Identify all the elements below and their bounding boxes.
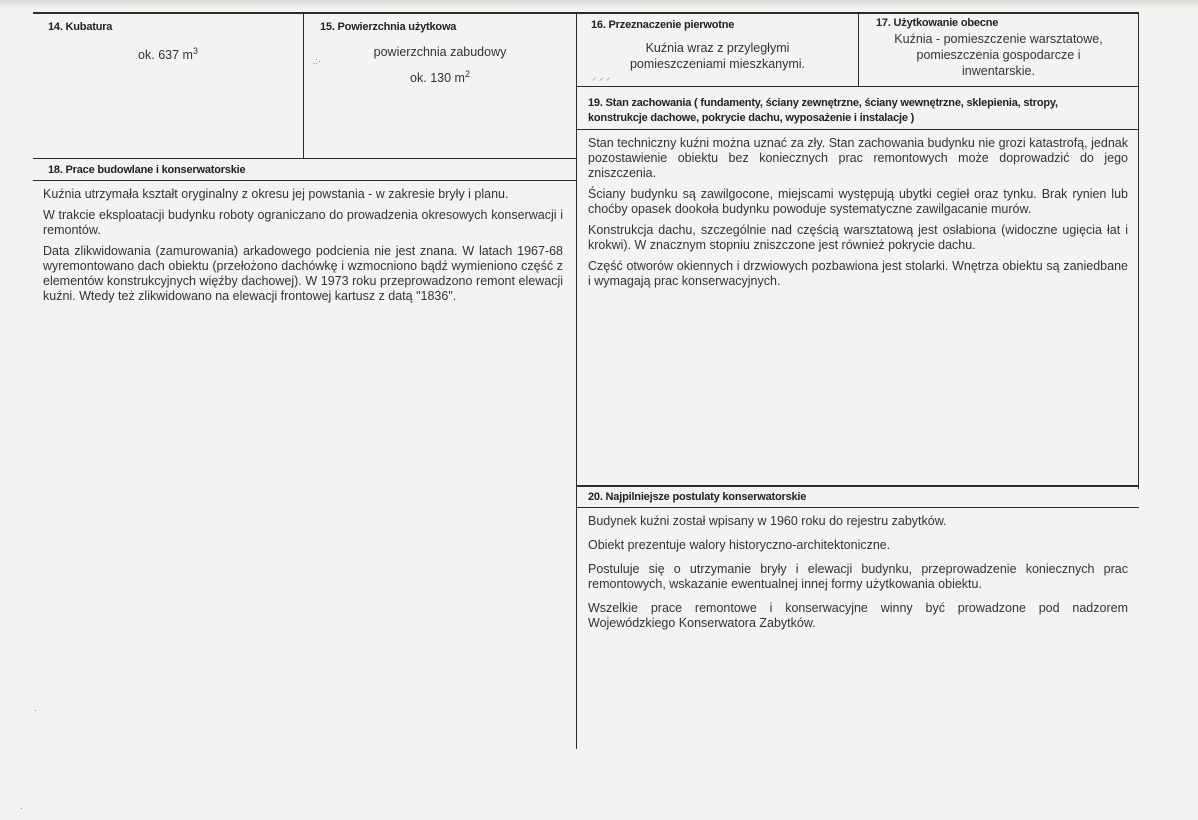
postulaty-title: 20. Najpilniejsze postulaty konserwatorskie — [588, 491, 807, 503]
przeznaczenie-line2: pomieszczeniami mieszkanymi. — [629, 57, 806, 71]
stan-paragraph: Część otworów okiennych i drzwiowych pozbawiona jest stolarki. Wnętrza obiektu są zaniedbane i wymagają prac konserwacyjnych. — [588, 259, 1128, 288]
divider-h-15-18 — [33, 158, 576, 159]
top-border — [33, 12, 1139, 14]
stan-body — [588, 136, 1128, 295]
powierzchnia-line1: powierzchnia zabudowy — [373, 45, 507, 59]
prace-body — [43, 187, 563, 310]
przeznaczenie-title: 16. Przeznaczenie pierwotne — [591, 19, 735, 31]
powierzchnia-title: 15. Powierzchnia użytkowa — [320, 21, 457, 33]
scan-speck: · — [34, 705, 37, 715]
postulaty-paragraph: Wszelkie prace remontowe i konserwacyjne winny być prowadzone pod nadzorem Wojewódzkiego Konserwatora Zabytków. — [588, 601, 1128, 630]
uzytkowanie-line2: pomieszczenia gospodarcze i — [916, 48, 1081, 62]
powierzchnia-unit-sup: 2 — [464, 69, 470, 79]
postulaty-paragraph: Budynek kuźni został wpisany w 1960 roku do rejestru zabytków. — [588, 514, 947, 528]
divider-v-main — [576, 13, 577, 749]
scan-speck: ⸝ ⸝ ⸝ — [592, 72, 611, 82]
uzytkowanie-title: 17. Użytkowanie obecne — [876, 17, 999, 29]
uzytkowanie-line3: inwentarskie. — [962, 64, 1035, 78]
cell-przeznaczenie — [577, 16, 858, 86]
kubatura-value-text: ok. 637 m — [138, 48, 193, 63]
prace-paragraph: Kuźnia utrzymała kształt oryginalny z okresu jej powstania - w zakresie bryły i planu. — [43, 187, 509, 201]
postulaty-body — [588, 514, 1128, 637]
prace-title: 18. Prace budowlane i konserwatorskie — [48, 164, 246, 176]
prace-paragraph: W trakcie eksploatacji budynku roboty ograniczano do prowadzenia okresowych konserwacji i remontów. — [43, 208, 563, 237]
postulaty-paragraph: Obiekt prezentuje walory historyczno-architektoniczne. — [588, 538, 891, 552]
stan-title-line2: konstrukcje dachowe, pokrycie dachu, wyposażenie i instalacje ) — [588, 112, 915, 124]
scan-top-edge — [0, 0, 1198, 8]
prace-paragraph: Data zlikwidowania (zamurowania) arkadowego podcienia nie jest znana. W latach 1967-68 wyremontowano dach obiektu (przełożono dachówkę i wzmocniono bądź wymieniono część z elementów konstrukcyjnych więźby dachowej). W 1973 roku przeprowadzono remont elewacji kuźni. Wtedy też zlikwidowano na elewacji frontowej kartusz z datą "1836". — [43, 244, 563, 303]
kubatura-unit-sup: 3 — [192, 46, 198, 56]
kubatura-value — [33, 44, 303, 63]
right-border — [1138, 13, 1139, 489]
stan-paragraph: Konstrukcja dachu, szczególnie nad częścią warsztatową jest osłabiona (widoczne ugięcia łat i krokwi). W znacznym stopniu zniszczone jest również pokrycie dachu. — [588, 223, 1128, 252]
divider-h-19-head — [576, 129, 1139, 130]
stan-paragraph: Stan techniczny kuźni można uznać za zły. Stan zachowania budynku nie grozi katastrofą, jednak pozostawienie obiektu bez koniecznych prac remontowych może doprowadzić do jego zniszczenia. — [588, 136, 1128, 180]
scan-speck: · — [20, 803, 23, 813]
postulaty-paragraph: Postuluje się o utrzymanie bryły i elewacji budynku, przeprowadzenie koniecznych prac remontowych, wskazanie ewentualnej innej formy użytkowania obiektu. — [588, 562, 1128, 591]
cell-kubatura — [33, 16, 303, 156]
divider-h-16-19 — [576, 86, 1139, 87]
uzytkowanie-line1: Kuźnia - pomieszczenie warsztatowe, — [894, 32, 1103, 46]
divider-h-18-head — [33, 180, 576, 181]
kubatura-title: 14. Kubatura — [48, 21, 113, 33]
divider-h-20-head — [576, 507, 1139, 508]
stan-paragraph: Ściany budynku są zawilgocone, miejscami występują ubytki cegieł oraz tynku. Brak rynien lub choćby opasek dookoła budynku powoduje systematyczne zawilgacanie murów. — [588, 187, 1128, 216]
stan-title-line1: 19. Stan zachowania ( fundamenty, ściany zewnętrzne, ściany wewnętrzne, sklepienia, stropy, — [588, 97, 1058, 109]
scan-speck: .:· — [313, 56, 321, 66]
cell-uzytkowanie — [859, 16, 1138, 86]
powierzchnia-line2 — [304, 67, 576, 86]
powierzchnia-value-text: ok. 130 m — [410, 71, 465, 86]
cell-powierzchnia — [304, 16, 576, 156]
divider-h-19-20 — [576, 485, 1139, 487]
przeznaczenie-line1: Kuźnia wraz z przyległymi — [645, 41, 790, 55]
